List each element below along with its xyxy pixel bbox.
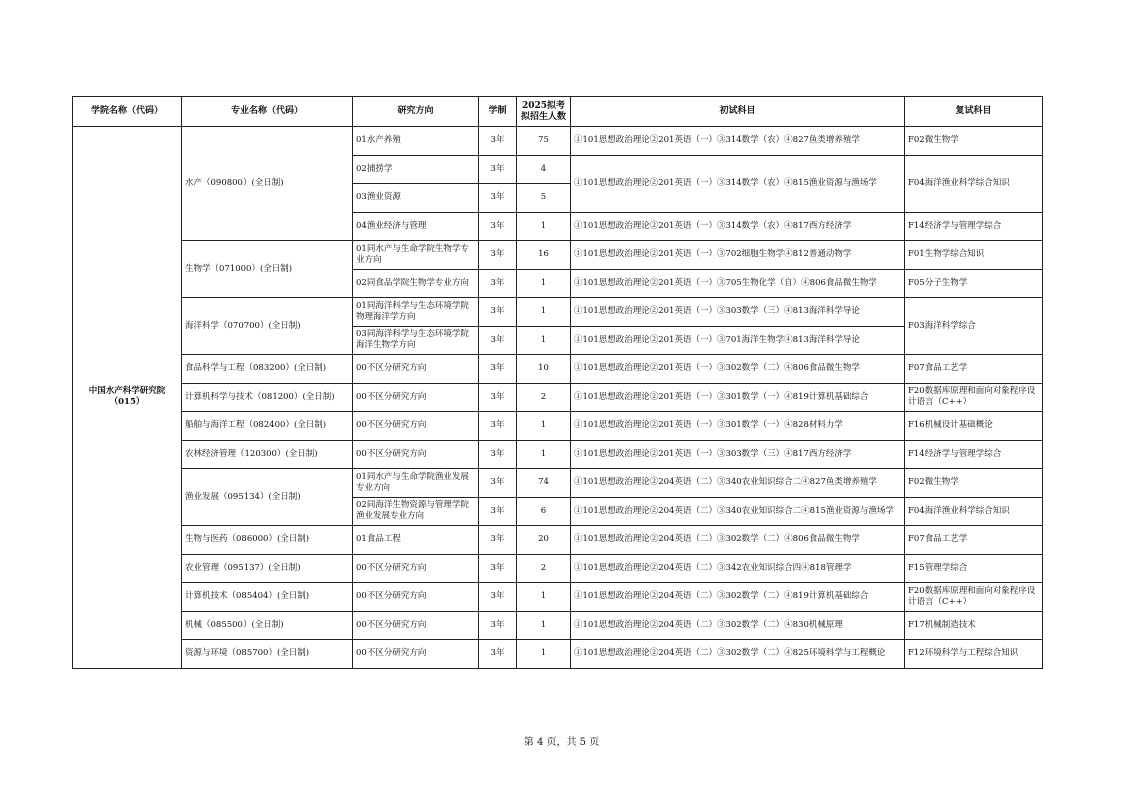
initial-subjects-cell: ①101思想政治理论②201英语（一）③302数学（二）④806食品微生物学 [571,355,905,384]
major-name: 农林经济管理（120300）(全日制) [182,440,353,469]
duration-cell: 3年 [479,497,517,526]
quota-cell: 6 [517,497,571,526]
initial-subjects-cell: ①101思想政治理论②204英语（二）③302数学（二）④830机械原理 [571,611,905,640]
table-row [73,583,1043,612]
table-row [73,383,1043,412]
direction-cell: 01食品工程 [353,526,479,555]
school-code: （015） [109,397,145,408]
direction-cell: 00不区分研究方向 [353,355,479,384]
school-name: 中国水产科学研究院 [88,386,166,397]
table-row [73,241,1043,270]
header-initial-subjects: 初试科目 [571,97,905,127]
major-name: 渔业发展（095134）(全日制) [182,469,353,526]
retest-subjects-cell: F16机械设计基础概论 [905,412,1043,441]
quota-cell: 1 [517,269,571,298]
header-major: 专业名称（代码） [182,97,353,127]
initial-subjects-cell: ①101思想政治理论②201英语（一）③314数学（农）④827鱼类增养殖学 [571,127,905,156]
direction-cell: 02同食品学院生物学专业方向 [353,269,479,298]
initial-subjects-cell: ①101思想政治理论②201英语（一）③314数学（农）④817西方经济学 [571,212,905,241]
quota-cell: 74 [517,469,571,498]
page-footer: 第 4 页，共 5 页 [523,737,600,748]
duration-cell: 3年 [479,269,517,298]
quota-cell: 75 [517,127,571,156]
table-row [73,127,1043,156]
initial-subjects-cell: ①101思想政治理论②201英语（一）③301数学（一）④828材料力学 [571,412,905,441]
header-quota: 2025拟考拟招生人数 [517,97,571,127]
duration-cell: 3年 [479,127,517,156]
quota-cell: 1 [517,326,571,355]
initial-subjects-cell: ①101思想政治理论②204英语（二）③340农业知识综合二④815渔业资源与渔场学 [571,497,905,526]
quota-cell: 16 [517,241,571,270]
table-row [73,526,1043,555]
retest-subjects-cell: F01生物学综合知识 [905,241,1043,270]
initial-subjects-cell: ①101思想政治理论②201英语（一）③301数学（一）④819计算机基础综合 [571,383,905,412]
major-name: 生物学（071000）(全日制) [182,241,353,298]
table-row [73,298,1043,327]
initial-subjects-cell: ①101思想政治理论②201英语（一）③314数学（农）④815渔业资源与渔场学 [571,155,905,212]
direction-cell: 01同水产与生命学院渔业发展专业方向 [353,469,479,498]
retest-subjects-cell: F14经济学与管理学综合 [905,440,1043,469]
header-duration: 学制 [479,97,517,127]
header-direction: 研究方向 [353,97,479,127]
direction-cell: 03同海洋科学与生态环境学院海洋生物学方向 [353,326,479,355]
quota-cell: 1 [517,640,571,669]
duration-cell: 3年 [479,241,517,270]
initial-subjects-cell: ①101思想政治理论②204英语（二）③302数学（二）④825环境科学与工程概论 [571,640,905,669]
major-name: 计算机科学与技术（081200）(全日制) [182,383,353,412]
quota-cell: 20 [517,526,571,555]
direction-cell: 00不区分研究方向 [353,640,479,669]
table-row [73,469,1043,498]
duration-cell: 3年 [479,583,517,612]
quota-cell: 1 [517,412,571,441]
major-name: 农业管理（095137）(全日制) [182,554,353,583]
retest-subjects-cell: F02微生物学 [905,127,1043,156]
retest-subjects-cell: F14经济学与管理学综合 [905,212,1043,241]
retest-subjects-cell: F12环境科学与工程综合知识 [905,640,1043,669]
major-name: 资源与环境（085700）(全日制) [182,640,353,669]
direction-cell: 04渔业经济与管理 [353,212,479,241]
quota-cell: 1 [517,611,571,640]
major-name: 海洋科学（070700）(全日制) [182,298,353,355]
direction-cell: 03渔业资源 [353,184,479,213]
direction-cell: 01同水产与生命学院生物学专业方向 [353,241,479,270]
duration-cell: 3年 [479,155,517,184]
duration-cell: 3年 [479,554,517,583]
duration-cell: 3年 [479,526,517,555]
retest-subjects-cell: F02微生物学 [905,469,1043,498]
initial-subjects-cell: ①101思想政治理论②201英语（一）③701海洋生物学④813海洋科学导论 [571,326,905,355]
major-name: 船舶与海洋工程（082400）(全日制) [182,412,353,441]
major-name: 食品科学与工程（083200）(全日制) [182,355,353,384]
duration-cell: 3年 [479,383,517,412]
header-row [73,97,1043,127]
retest-subjects-cell: F17机械制造技术 [905,611,1043,640]
header-school: 学院名称（代码） [73,97,182,127]
quota-cell: 2 [517,383,571,412]
retest-subjects-cell: F20数据库原理和面向对象程序设计语言（C++） [905,383,1043,412]
quota-cell: 1 [517,298,571,327]
initial-subjects-cell: ①101思想政治理论②204英语（二）③342农业知识综合四④818管理学 [571,554,905,583]
initial-subjects-cell: ①101思想政治理论②201英语（一）③303数学（三）④813海洋科学导论 [571,298,905,327]
school-cell [73,127,182,669]
retest-subjects-cell: F07食品工艺学 [905,355,1043,384]
table-row [73,611,1043,640]
direction-cell: 00不区分研究方向 [353,383,479,412]
retest-subjects-cell: F20数据库原理和面向对象程序设计语言（C++） [905,583,1043,612]
quota-cell: 1 [517,583,571,612]
duration-cell: 3年 [479,469,517,498]
header-retest-subjects: 复试科目 [905,97,1043,127]
retest-subjects-cell: F03海洋科学综合 [905,298,1043,355]
direction-cell: 00不区分研究方向 [353,554,479,583]
table-row [73,355,1043,384]
duration-cell: 3年 [479,355,517,384]
table-row [73,412,1043,441]
direction-cell: 02捕捞学 [353,155,479,184]
major-name: 生物与医药（086000）(全日制) [182,526,353,555]
direction-cell: 01水产养殖 [353,127,479,156]
retest-subjects-cell: F04海洋渔业科学综合知识 [905,497,1043,526]
retest-subjects-cell: F15管理学综合 [905,554,1043,583]
duration-cell: 3年 [479,212,517,241]
duration-cell: 3年 [479,412,517,441]
initial-subjects-cell: ①101思想政治理论②204英语（二）③302数学（二）④819计算机基础综合 [571,583,905,612]
quota-cell: 4 [517,155,571,184]
major-name: 水产（090800）(全日制) [182,127,353,241]
initial-subjects-cell: ①101思想政治理论②204英语（二）③302数学（二）④806食品微生物学 [571,526,905,555]
admission-table [72,96,1043,669]
quota-cell: 5 [517,184,571,213]
quota-cell: 1 [517,212,571,241]
table-row [73,640,1043,669]
initial-subjects-cell: ①101思想政治理论②201英语（一）③303数学（三）④817西方经济学 [571,440,905,469]
duration-cell: 3年 [479,640,517,669]
retest-subjects-cell: F07食品工艺学 [905,526,1043,555]
duration-cell: 3年 [479,184,517,213]
quota-cell: 1 [517,440,571,469]
direction-cell: 02同海洋生物资源与管理学院渔业发展专业方向 [353,497,479,526]
duration-cell: 3年 [479,611,517,640]
direction-cell: 00不区分研究方向 [353,611,479,640]
duration-cell: 3年 [479,298,517,327]
direction-cell: 00不区分研究方向 [353,440,479,469]
initial-subjects-cell: ①101思想政治理论②201英语（一）③705生物化学（自）④806食品微生物学 [571,269,905,298]
retest-subjects-cell: F04海洋渔业科学综合知识 [905,155,1043,212]
retest-subjects-cell: F05分子生物学 [905,269,1043,298]
quota-cell: 2 [517,554,571,583]
duration-cell: 3年 [479,440,517,469]
initial-subjects-cell: ①101思想政治理论②201英语（一）③702细胞生物学④812普通动物学 [571,241,905,270]
direction-cell: 00不区分研究方向 [353,583,479,612]
table-row [73,440,1043,469]
initial-subjects-cell: ①101思想政治理论②204英语（二）③340农业知识综合二④827鱼类增养殖学 [571,469,905,498]
direction-cell: 00不区分研究方向 [353,412,479,441]
quota-cell: 10 [517,355,571,384]
duration-cell: 3年 [479,326,517,355]
major-name: 机械（085500）(全日制) [182,611,353,640]
direction-cell: 01同海洋科学与生态环境学院物理海洋学方向 [353,298,479,327]
major-name: 计算机技术（085404）(全日制) [182,583,353,612]
table-row [73,554,1043,583]
